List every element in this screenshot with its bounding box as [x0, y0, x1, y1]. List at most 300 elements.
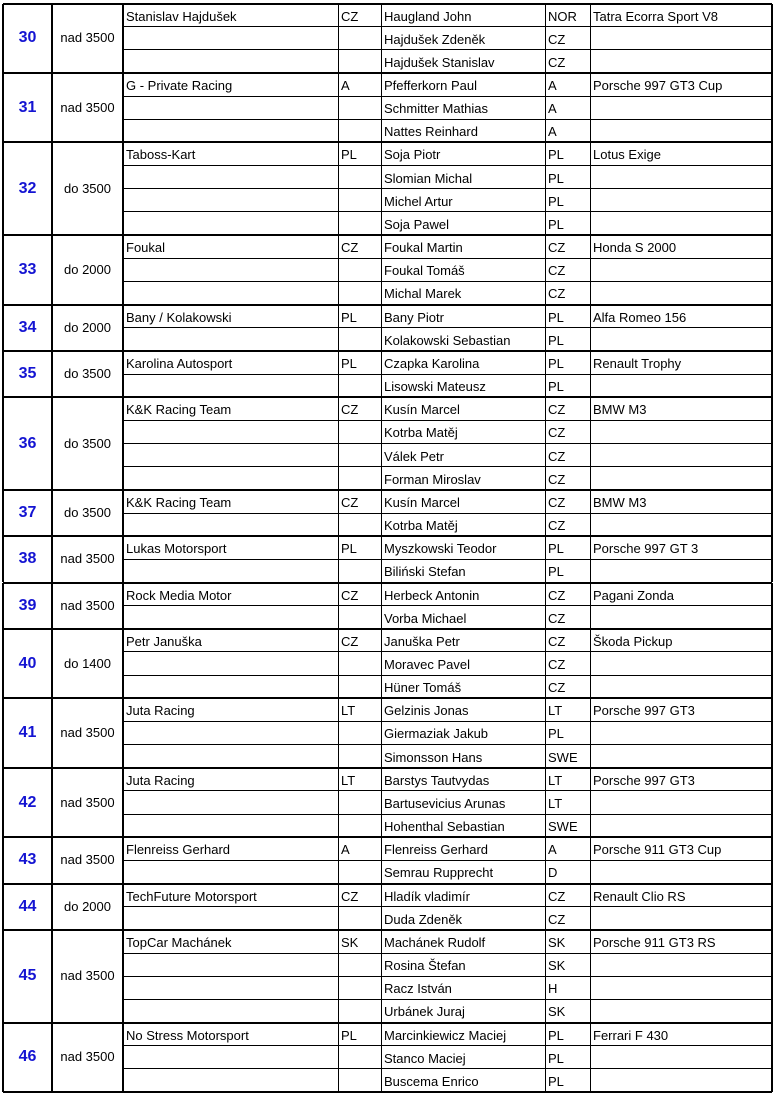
team-name: Juta Racing — [126, 772, 195, 788]
entry-class: nad 3500 — [60, 1049, 115, 1065]
column-divider — [122, 490, 124, 536]
team-name: K&K Racing Team — [126, 494, 232, 510]
driver-name: Simonsson Hans — [384, 749, 483, 765]
row-divider — [123, 374, 772, 375]
team-name: TechFuture Motorsport — [126, 888, 257, 904]
column-divider — [771, 73, 773, 142]
driver-nationality: PL — [548, 147, 564, 163]
driver-nationality: H — [548, 981, 558, 997]
column-divider — [381, 351, 382, 397]
row-divider — [123, 1068, 772, 1069]
row-divider — [123, 26, 772, 27]
row-divider — [123, 211, 772, 212]
column-divider — [771, 698, 773, 767]
column-divider — [545, 536, 546, 582]
row-divider — [123, 999, 772, 1000]
column-divider — [122, 536, 124, 582]
column-divider — [338, 1023, 339, 1092]
entry-number: 44 — [18, 897, 37, 915]
team-country: CZ — [341, 240, 359, 256]
entry-class: nad 3500 — [60, 794, 115, 810]
entry-number: 33 — [18, 260, 37, 278]
column-divider — [2, 583, 4, 629]
column-divider — [338, 490, 339, 536]
entry-number: 42 — [18, 793, 37, 811]
column-divider — [590, 4, 591, 73]
column-divider — [122, 305, 124, 351]
column-divider — [590, 884, 591, 930]
driver-name: Kotrba Matěj — [384, 518, 458, 534]
car-model: Renault Clio RS — [593, 888, 686, 904]
driver-nationality: PL — [548, 170, 564, 186]
driver-nationality: PL — [548, 355, 564, 371]
team-name: Foukal — [126, 240, 166, 256]
driver-nationality: SWE — [548, 749, 578, 765]
column-divider — [590, 351, 591, 397]
team-country: A — [341, 77, 350, 93]
column-divider — [122, 235, 124, 304]
entry-number: 40 — [18, 654, 37, 672]
driver-nationality: SWE — [548, 819, 578, 835]
driver-name: Hüner Tomáš — [384, 680, 462, 696]
column-divider — [122, 884, 124, 930]
driver-nationality: PL — [548, 564, 564, 580]
column-divider — [338, 305, 339, 351]
column-divider — [338, 884, 339, 930]
column-divider — [2, 73, 4, 142]
column-divider — [2, 768, 4, 837]
column-divider — [2, 837, 4, 883]
row-divider — [123, 1045, 772, 1046]
column-divider — [771, 629, 773, 698]
team-name: Karolina Autosport — [126, 355, 233, 371]
column-divider — [2, 698, 4, 767]
row-divider — [123, 165, 772, 166]
driver-name: Bartusevicius Arunas — [384, 795, 506, 811]
column-divider — [771, 536, 773, 582]
column-divider — [590, 930, 591, 1023]
row-divider — [123, 513, 772, 514]
column-divider — [590, 629, 591, 698]
driver-name: Haugland John — [384, 8, 472, 24]
driver-name: Hohenthal Sebastian — [384, 819, 505, 835]
column-divider — [545, 142, 546, 235]
column-divider — [51, 536, 53, 582]
column-divider — [381, 837, 382, 883]
column-divider — [381, 536, 382, 582]
column-divider — [2, 884, 4, 930]
driver-nationality: PL — [548, 541, 564, 557]
column-divider — [381, 73, 382, 142]
driver-nationality: PL — [548, 332, 564, 348]
column-divider — [51, 1023, 53, 1092]
column-divider — [51, 351, 53, 397]
row-divider — [3, 304, 772, 306]
row-divider — [3, 234, 772, 236]
row-divider — [123, 96, 772, 97]
driver-name: Foukal Tomáš — [384, 263, 465, 279]
driver-name: Barstys Tautvydas — [384, 772, 490, 788]
driver-name: Nattes Reinhard — [384, 124, 478, 140]
column-divider — [381, 305, 382, 351]
entry-number: 43 — [18, 851, 37, 869]
row-divider — [3, 697, 772, 699]
row-divider — [3, 836, 772, 838]
column-divider — [590, 768, 591, 837]
driver-name: Rosina Štefan — [384, 958, 466, 974]
entry-number: 31 — [18, 98, 37, 116]
column-divider — [51, 884, 53, 930]
row-divider — [3, 350, 772, 352]
column-divider — [771, 930, 773, 1023]
column-divider — [381, 629, 382, 698]
row-divider — [123, 188, 772, 189]
car-model: Škoda Pickup — [593, 633, 673, 649]
column-divider — [122, 351, 124, 397]
driver-name: Myszkowski Teodor — [384, 541, 497, 557]
driver-name: Kotrba Matěj — [384, 425, 458, 441]
column-divider — [51, 768, 53, 837]
car-model: BMW M3 — [593, 494, 647, 510]
row-divider — [3, 628, 772, 630]
driver-name: Soja Piotr — [384, 147, 441, 163]
row-divider — [3, 489, 772, 491]
row-divider — [123, 721, 772, 722]
driver-nationality: NOR — [548, 8, 577, 24]
driver-name: Válek Petr — [384, 448, 444, 464]
entry-number: 34 — [18, 318, 37, 336]
column-divider — [51, 698, 53, 767]
team-country: CZ — [341, 494, 359, 510]
driver-nationality: CZ — [548, 31, 566, 47]
column-divider — [545, 583, 546, 629]
entry-number: 45 — [18, 967, 37, 985]
row-divider — [3, 1022, 772, 1024]
column-divider — [338, 583, 339, 629]
driver-name: Flenreiss Gerhard — [384, 842, 489, 858]
driver-name: Hajdušek Zdeněk — [384, 31, 486, 47]
column-divider — [122, 629, 124, 698]
column-divider — [545, 397, 546, 490]
driver-name: Hajdušek Stanislav — [384, 54, 495, 70]
column-divider — [545, 490, 546, 536]
driver-nationality: A — [548, 77, 557, 93]
column-divider — [338, 235, 339, 304]
entry-number: 39 — [18, 596, 37, 614]
entry-number: 30 — [18, 29, 37, 47]
entry-class: nad 3500 — [60, 99, 115, 115]
driver-nationality: CZ — [548, 425, 566, 441]
entry-class: do 3500 — [64, 435, 111, 451]
entry-number: 37 — [18, 504, 37, 522]
team-name: Juta Racing — [126, 703, 195, 719]
driver-nationality: CZ — [548, 888, 566, 904]
entry-class: do 2000 — [64, 898, 111, 914]
row-divider — [3, 141, 772, 143]
team-name: No Stress Motorsport — [126, 1027, 249, 1043]
row-divider — [123, 860, 772, 861]
driver-name: Pfefferkorn Paul — [384, 77, 477, 93]
column-divider — [381, 1023, 382, 1092]
driver-name: Marcinkiewicz Maciej — [384, 1027, 507, 1043]
column-divider — [590, 583, 591, 629]
column-divider — [338, 698, 339, 767]
entry-class: do 2000 — [64, 261, 111, 277]
driver-nationality: PL — [548, 379, 564, 395]
team-country: CZ — [341, 633, 359, 649]
column-divider — [338, 4, 339, 73]
column-divider — [2, 142, 4, 235]
entry-number: 36 — [18, 434, 37, 452]
column-divider — [122, 698, 124, 767]
driver-nationality: CZ — [548, 263, 566, 279]
column-divider — [122, 142, 124, 235]
row-divider — [123, 814, 772, 815]
column-divider — [771, 583, 773, 629]
column-divider — [590, 837, 591, 883]
column-divider — [51, 490, 53, 536]
column-divider — [2, 235, 4, 304]
driver-name: Lisowski Mateusz — [384, 379, 486, 395]
driver-nationality: A — [548, 842, 557, 858]
driver-name: Gelzinis Jonas — [384, 703, 469, 719]
column-divider — [122, 768, 124, 837]
driver-nationality: PL — [548, 1050, 564, 1066]
team-name: Bany / Kolakowski — [126, 309, 232, 325]
team-country: PL — [341, 541, 357, 557]
driver-nationality: CZ — [548, 587, 566, 603]
column-divider — [771, 1023, 773, 1092]
column-divider — [2, 305, 4, 351]
column-divider — [381, 490, 382, 536]
column-divider — [381, 884, 382, 930]
team-name: Petr Januška — [126, 633, 202, 649]
driver-name: Slomian Michal — [384, 170, 473, 186]
driver-name: Biliński Stefan — [384, 564, 466, 580]
driver-name: Urbánek Juraj — [384, 1004, 465, 1020]
driver-nationality: LT — [548, 772, 563, 788]
driver-name: Januška Petr — [384, 633, 460, 649]
driver-nationality: PL — [548, 309, 564, 325]
column-divider — [51, 4, 53, 73]
row-divider — [3, 582, 772, 584]
entry-class: do 2000 — [64, 319, 111, 335]
column-divider — [545, 73, 546, 142]
driver-nationality: CZ — [548, 518, 566, 534]
team-country: SK — [341, 934, 359, 950]
driver-name: Kusín Marcel — [384, 494, 460, 510]
column-divider — [338, 629, 339, 698]
driver-name: Vorba Michael — [384, 610, 467, 626]
driver-name: Foukal Martin — [384, 240, 463, 256]
team-country: CZ — [341, 8, 359, 24]
driver-name: Giermaziak Jakub — [384, 726, 489, 742]
row-divider — [3, 396, 772, 398]
driver-nationality: LT — [548, 703, 563, 719]
column-divider — [771, 768, 773, 837]
row-divider — [3, 535, 772, 537]
column-divider — [2, 536, 4, 582]
driver-name: Semrau Rupprecht — [384, 865, 494, 881]
row-divider — [123, 953, 772, 954]
column-divider — [51, 142, 53, 235]
team-country: CZ — [341, 587, 359, 603]
car-model: Porsche 911 GT3 Cup — [593, 842, 722, 858]
team-name: Lukas Motorsport — [126, 541, 227, 557]
car-model: Pagani Zonda — [593, 587, 674, 603]
team-country: CZ — [341, 888, 359, 904]
column-divider — [2, 351, 4, 397]
driver-name: Czapka Karolina — [384, 355, 480, 371]
column-divider — [51, 629, 53, 698]
driver-nationality: PL — [548, 1027, 564, 1043]
column-divider — [381, 930, 382, 1023]
team-name: G - Private Racing — [126, 77, 233, 93]
driver-name: Buscema Enrico — [384, 1073, 479, 1089]
entry-class: nad 3500 — [60, 551, 115, 567]
column-divider — [381, 698, 382, 767]
column-divider — [590, 397, 591, 490]
row-divider — [123, 49, 772, 50]
entry-class: do 3500 — [64, 180, 111, 196]
column-divider — [545, 1023, 546, 1092]
entry-class: nad 3500 — [60, 968, 115, 984]
column-divider — [545, 305, 546, 351]
team-country: PL — [341, 147, 357, 163]
column-divider — [51, 305, 53, 351]
row-divider — [123, 327, 772, 328]
entry-number: 38 — [18, 550, 37, 568]
column-divider — [338, 930, 339, 1023]
column-divider — [338, 142, 339, 235]
car-model: Porsche 911 GT3 RS — [593, 934, 716, 950]
column-divider — [545, 629, 546, 698]
team-name: TopCar Machánek — [126, 934, 232, 950]
column-divider — [545, 768, 546, 837]
column-divider — [338, 73, 339, 142]
column-divider — [338, 837, 339, 883]
team-country: PL — [341, 309, 357, 325]
column-divider — [2, 629, 4, 698]
column-divider — [771, 837, 773, 883]
column-divider — [381, 4, 382, 73]
driver-nationality: D — [548, 865, 558, 881]
car-model: Tatra Ecorra Sport V8 — [593, 8, 718, 24]
team-country: CZ — [341, 402, 359, 418]
driver-name: Moravec Pavel — [384, 656, 470, 672]
column-divider — [2, 4, 4, 73]
column-divider — [2, 397, 4, 490]
row-divider — [3, 883, 772, 885]
row-divider — [3, 1091, 772, 1093]
column-divider — [545, 698, 546, 767]
row-divider — [3, 72, 772, 74]
column-divider — [2, 1023, 4, 1092]
entry-number: 32 — [18, 179, 37, 197]
team-name: Flenreiss Gerhard — [126, 842, 231, 858]
driver-nationality: SK — [548, 1004, 566, 1020]
car-model: Porsche 997 GT3 — [593, 772, 695, 788]
driver-nationality: PL — [548, 726, 564, 742]
car-model: Porsche 997 GT3 — [593, 703, 695, 719]
column-divider — [122, 73, 124, 142]
column-divider — [51, 73, 53, 142]
column-divider — [771, 305, 773, 351]
car-model: Renault Trophy — [593, 355, 682, 371]
driver-nationality: CZ — [548, 402, 566, 418]
column-divider — [545, 235, 546, 304]
column-divider — [381, 397, 382, 490]
team-country: PL — [341, 355, 357, 371]
column-divider — [338, 397, 339, 490]
driver-nationality: CZ — [548, 448, 566, 464]
column-divider — [590, 305, 591, 351]
driver-name: Bany Piotr — [384, 309, 444, 325]
column-divider — [590, 73, 591, 142]
row-divider — [123, 466, 772, 467]
driver-nationality: A — [548, 124, 557, 140]
row-divider — [123, 675, 772, 676]
row-divider — [123, 605, 772, 606]
column-divider — [122, 4, 124, 73]
column-divider — [590, 490, 591, 536]
column-divider — [122, 1023, 124, 1092]
team-country: PL — [341, 1027, 357, 1043]
driver-nationality: PL — [548, 216, 564, 232]
driver-nationality: CZ — [548, 494, 566, 510]
entry-class: nad 3500 — [60, 852, 115, 868]
entry-class: do 3500 — [64, 505, 111, 521]
entry-class: nad 3500 — [60, 725, 115, 741]
column-divider — [771, 235, 773, 304]
driver-name: Herbeck Antonin — [384, 587, 480, 603]
driver-name: Michal Marek — [384, 286, 462, 302]
row-divider — [123, 281, 772, 282]
team-name: Stanislav Hajdušek — [126, 8, 237, 24]
row-divider — [3, 767, 772, 769]
column-divider — [590, 536, 591, 582]
driver-nationality: CZ — [548, 911, 566, 927]
team-name: Rock Media Motor — [126, 587, 232, 603]
column-divider — [122, 837, 124, 883]
driver-name: Racz István — [384, 981, 452, 997]
driver-nationality: CZ — [548, 240, 566, 256]
column-divider — [545, 884, 546, 930]
column-divider — [381, 235, 382, 304]
car-model: Alfa Romeo 156 — [593, 309, 687, 325]
row-divider — [123, 559, 772, 560]
entry-number: 46 — [18, 1048, 37, 1066]
driver-name: Forman Miroslav — [384, 471, 481, 487]
column-divider — [338, 768, 339, 837]
driver-name: Stanco Maciej — [384, 1050, 466, 1066]
row-divider — [123, 443, 772, 444]
row-divider — [123, 744, 772, 745]
row-divider — [123, 651, 772, 652]
driver-nationality: CZ — [548, 54, 566, 70]
column-divider — [771, 4, 773, 73]
column-divider — [51, 837, 53, 883]
driver-name: Michel Artur — [384, 193, 453, 209]
column-divider — [590, 142, 591, 235]
driver-nationality: PL — [548, 193, 564, 209]
row-divider — [123, 790, 772, 791]
column-divider — [122, 930, 124, 1023]
column-divider — [771, 490, 773, 536]
car-model: BMW M3 — [593, 402, 647, 418]
driver-name: Hladík vladimír — [384, 888, 470, 904]
entry-class: nad 3500 — [60, 30, 115, 46]
